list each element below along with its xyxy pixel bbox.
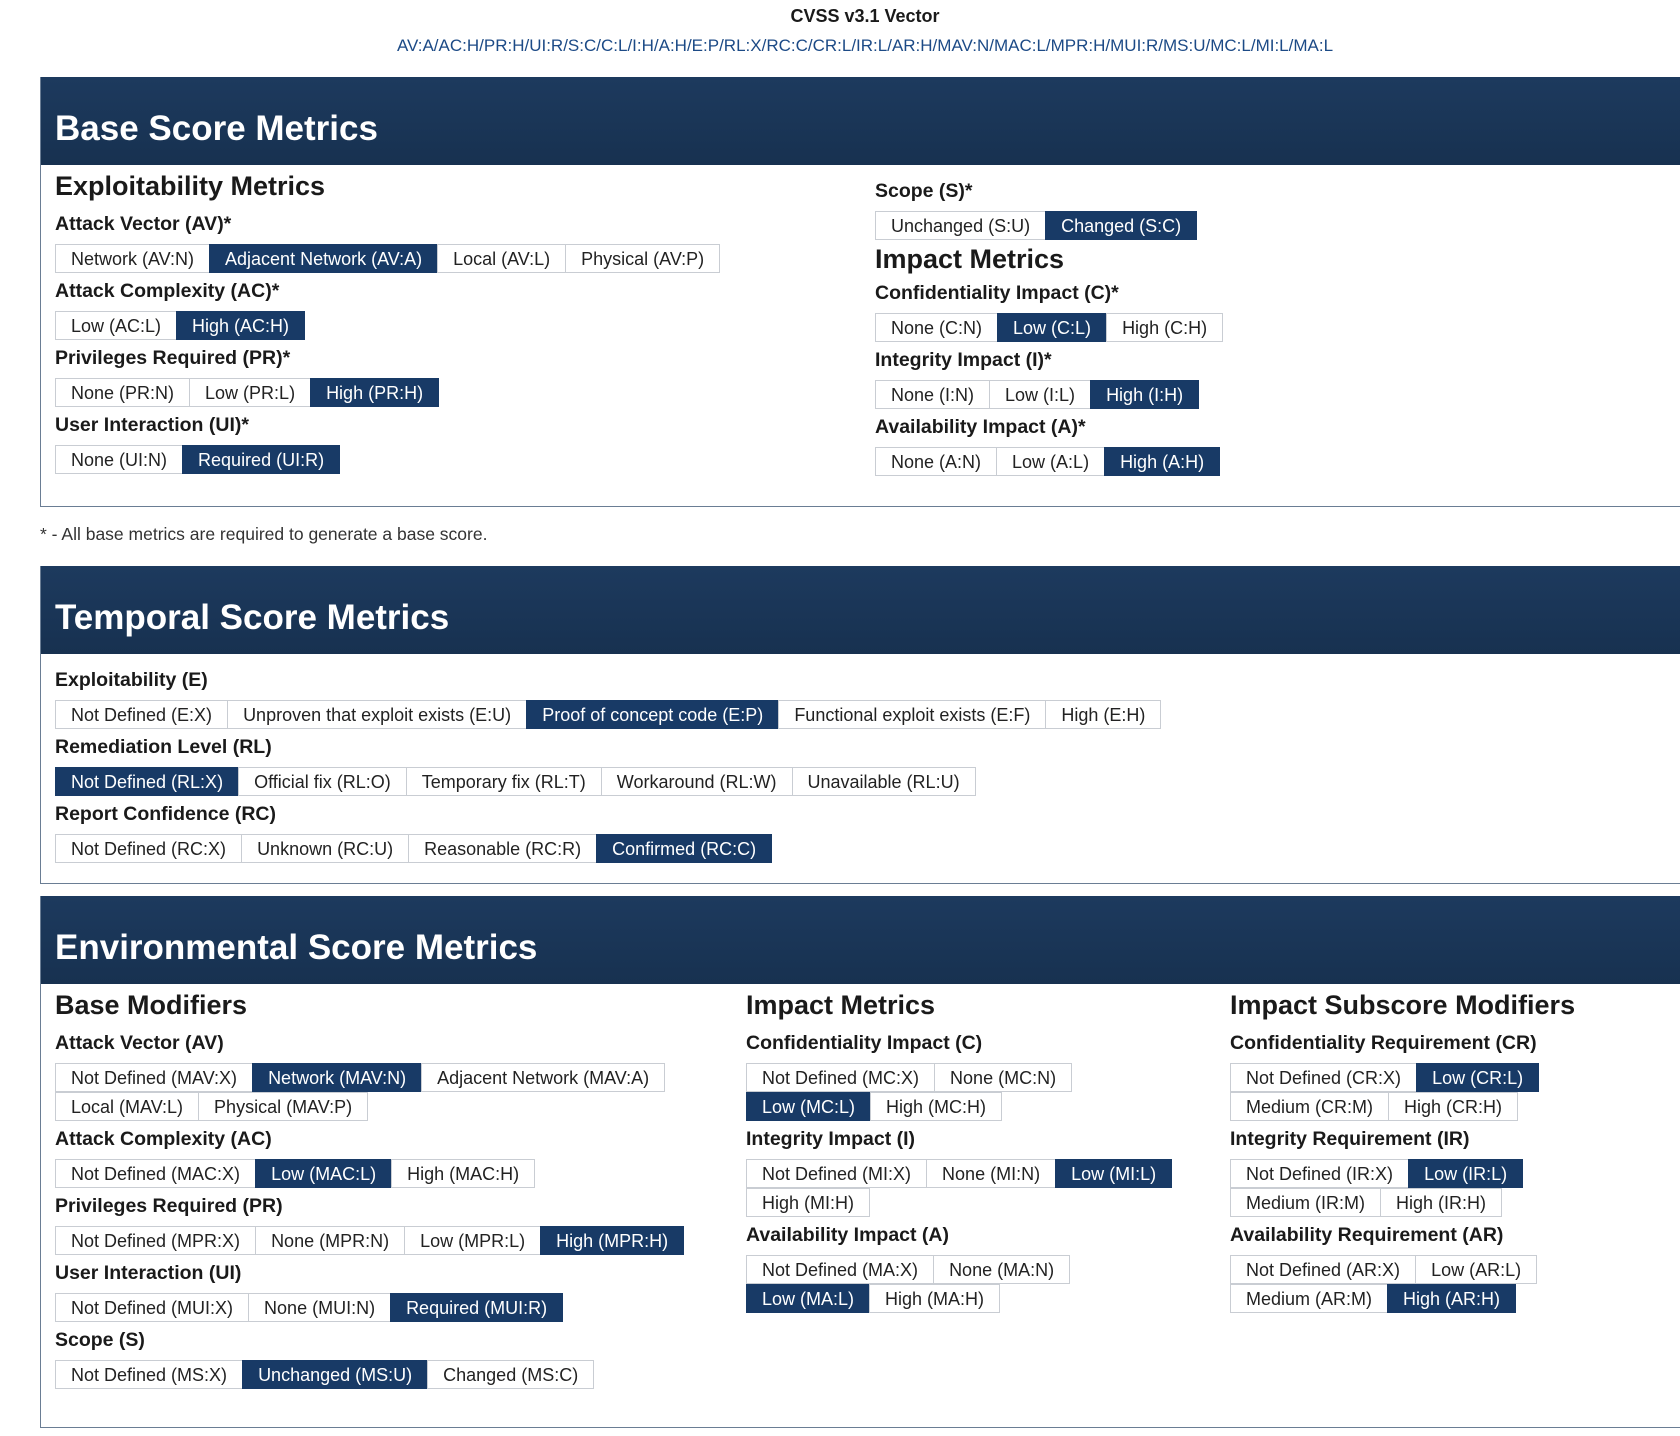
metric-label: Report Confidence (RC) xyxy=(55,803,276,825)
metric-ui xyxy=(55,411,719,474)
option-low-ma-l[interactable]: Low (MA:L) xyxy=(746,1284,870,1313)
option-group xyxy=(55,244,719,273)
option-physical-mav-p[interactable]: Physical (MAV:P) xyxy=(198,1092,368,1121)
option-unproven-that-exploit-exists-e-u[interactable]: Unproven that exploit exists (E:U) xyxy=(227,700,527,729)
option-row xyxy=(746,1255,1171,1284)
metric-rl xyxy=(55,733,1160,796)
option-none-ma-n[interactable]: None (MA:N) xyxy=(933,1255,1070,1284)
metric-label: Privileges Required (PR) xyxy=(55,1195,283,1217)
metric-label: Exploitability (E) xyxy=(55,669,208,691)
option-row xyxy=(1230,1159,1575,1188)
option-high-ar-h[interactable]: High (AR:H) xyxy=(1387,1284,1516,1313)
option-high-mpr-h[interactable]: High (MPR:H) xyxy=(540,1226,684,1255)
option-not-defined-mi-x[interactable]: Not Defined (MI:X) xyxy=(746,1159,927,1188)
option-not-defined-mac-x[interactable]: Not Defined (MAC:X) xyxy=(55,1159,256,1188)
option-not-defined-ma-x[interactable]: Not Defined (MA:X) xyxy=(746,1255,934,1284)
metric-cr xyxy=(1230,1029,1575,1121)
option-group xyxy=(55,445,719,474)
temporal-score-header: Temporal Score Metrics xyxy=(41,566,1680,654)
option-row xyxy=(746,1188,1171,1217)
env-impact-title: Impact Metrics xyxy=(746,990,936,1020)
option-row xyxy=(746,1063,1171,1092)
metric-ma xyxy=(746,1221,1171,1313)
option-low-mi-l[interactable]: Low (MI:L) xyxy=(1055,1159,1172,1188)
option-high-ir-h[interactable]: High (IR:H) xyxy=(1380,1188,1502,1217)
option-row xyxy=(55,1092,683,1121)
metric-mac xyxy=(55,1125,683,1188)
option-high-c-h[interactable]: High (C:H) xyxy=(1106,313,1223,342)
metric-ar xyxy=(1230,1221,1575,1313)
option-group xyxy=(55,700,1160,729)
vector-title: CVSS v3.1 Vector xyxy=(790,6,940,26)
option-low-c-l[interactable]: Low (C:L) xyxy=(997,313,1107,342)
metric-label: Confidentiality Requirement (CR) xyxy=(1230,1032,1537,1054)
option-low-a-l[interactable]: Low (A:L) xyxy=(996,447,1105,476)
option-group xyxy=(55,1226,683,1255)
option-row xyxy=(55,1063,683,1092)
option-group xyxy=(55,1063,683,1121)
option-high-cr-h[interactable]: High (CR:H) xyxy=(1388,1092,1518,1121)
metric-label: Integrity Requirement (IR) xyxy=(1230,1128,1470,1150)
option-functional-exploit-exists-e-f[interactable]: Functional exploit exists (E:F) xyxy=(778,700,1046,729)
temporal-column xyxy=(41,662,1160,867)
option-high-e-h[interactable]: High (E:H) xyxy=(1045,700,1161,729)
option-row xyxy=(55,1226,683,1255)
option-low-pr-l[interactable]: Low (PR:L) xyxy=(189,378,311,407)
environmental-score-section xyxy=(40,896,1680,1428)
scope-impact-column xyxy=(861,173,1222,480)
option-row xyxy=(746,1159,1171,1188)
exploitability-column xyxy=(41,165,719,478)
option-required-ui-r[interactable]: Required (UI:R) xyxy=(182,445,340,474)
option-group xyxy=(55,1360,683,1389)
metric-c xyxy=(875,279,1222,342)
metric-label: Confidentiality Impact (C) xyxy=(746,1032,983,1054)
option-row xyxy=(746,1284,1171,1313)
metric-label: Scope (S) xyxy=(55,1329,145,1351)
option-group xyxy=(55,767,1160,796)
metric-rc xyxy=(55,800,1160,863)
option-medium-ar-m[interactable]: Medium (AR:M) xyxy=(1230,1284,1388,1313)
option-none-a-n[interactable]: None (A:N) xyxy=(875,447,997,476)
option-group xyxy=(55,311,719,340)
option-none-pr-n[interactable]: None (PR:N) xyxy=(55,378,190,407)
option-row xyxy=(746,1092,1171,1121)
option-workaround-rl-w[interactable]: Workaround (RL:W) xyxy=(601,767,793,796)
option-not-defined-cr-x[interactable]: Not Defined (CR:X) xyxy=(1230,1063,1417,1092)
option-none-mpr-n[interactable]: None (MPR:N) xyxy=(255,1226,405,1255)
option-not-defined-ar-x[interactable]: Not Defined (AR:X) xyxy=(1230,1255,1416,1284)
option-group xyxy=(55,378,719,407)
option-not-defined-ms-x[interactable]: Not Defined (MS:X) xyxy=(55,1360,243,1389)
option-group xyxy=(875,211,1222,240)
metric-label: Attack Vector (AV)* xyxy=(55,213,232,235)
option-none-mc-n[interactable]: None (MC:N) xyxy=(934,1063,1072,1092)
option-low-mpr-l[interactable]: Low (MPR:L) xyxy=(404,1226,541,1255)
option-not-defined-mui-x[interactable]: Not Defined (MUI:X) xyxy=(55,1293,249,1322)
option-none-ui-n[interactable]: None (UI:N) xyxy=(55,445,183,474)
option-high-i-h[interactable]: High (I:H) xyxy=(1090,380,1199,409)
metric-label: Scope (S)* xyxy=(875,180,973,202)
option-row xyxy=(1230,1188,1575,1217)
base-required-note: * - All base metrics are required to generate a base score. xyxy=(40,524,488,544)
metric-mui xyxy=(55,1259,683,1322)
option-not-defined-mpr-x[interactable]: Not Defined (MPR:X) xyxy=(55,1226,256,1255)
metric-i xyxy=(875,346,1222,409)
metric-av xyxy=(55,210,719,273)
option-row xyxy=(55,1360,683,1389)
option-low-ac-l[interactable]: Low (AC:L) xyxy=(55,311,177,340)
env-impact-column xyxy=(732,984,1171,1317)
metric-ir xyxy=(1230,1125,1575,1217)
metric-label: Integrity Impact (I)* xyxy=(875,349,1052,371)
option-high-mac-h[interactable]: High (MAC:H) xyxy=(391,1159,535,1188)
option-medium-ir-m[interactable]: Medium (IR:M) xyxy=(1230,1188,1381,1217)
option-reasonable-rc-r[interactable]: Reasonable (RC:R) xyxy=(408,834,597,863)
metric-mi xyxy=(746,1125,1171,1217)
option-low-ar-l[interactable]: Low (AR:L) xyxy=(1415,1255,1537,1284)
vector-string[interactable]: AV:A/AC:H/PR:H/UI:R/S:C/C:L/I:H/A:H/E:P/RL:X/RC:C/CR:L/IR:L/AR:H/MAV:N/MAC:L/MPR:H/MUI:R/MS:U/MC:L/MI:L/MA:L xyxy=(396,36,1334,55)
option-low-cr-l[interactable]: Low (CR:L) xyxy=(1416,1063,1539,1092)
option-row xyxy=(1230,1092,1575,1121)
environmental-score-header: Environmental Score Metrics xyxy=(41,896,1680,984)
option-group xyxy=(746,1255,1171,1313)
base-modifiers-title: Base Modifiers xyxy=(55,990,248,1020)
option-row xyxy=(55,1293,683,1322)
option-not-defined-mc-x[interactable]: Not Defined (MC:X) xyxy=(746,1063,935,1092)
option-changed-s-c[interactable]: Changed (S:C) xyxy=(1045,211,1197,240)
option-proof-of-concept-code-e-p[interactable]: Proof of concept code (E:P) xyxy=(526,700,779,729)
option-not-defined-rl-x[interactable]: Not Defined (RL:X) xyxy=(55,767,239,796)
option-not-defined-rc-x[interactable]: Not Defined (RC:X) xyxy=(55,834,242,863)
option-not-defined-mav-x[interactable]: Not Defined (MAV:X) xyxy=(55,1063,253,1092)
option-low-mc-l[interactable]: Low (MC:L) xyxy=(746,1092,871,1121)
exploitability-title: Exploitability Metrics xyxy=(55,171,326,201)
option-high-mc-h[interactable]: High (MC:H) xyxy=(870,1092,1002,1121)
option-group xyxy=(55,834,1160,863)
metric-label: Attack Vector (AV) xyxy=(55,1032,224,1054)
option-unavailable-rl-u[interactable]: Unavailable (RL:U) xyxy=(792,767,976,796)
option-group xyxy=(746,1063,1171,1121)
option-adjacent-network-mav-a[interactable]: Adjacent Network (MAV:A) xyxy=(421,1063,665,1092)
option-group xyxy=(875,380,1222,409)
metric-mav xyxy=(55,1029,683,1121)
option-local-av-l[interactable]: Local (AV:L) xyxy=(437,244,566,273)
option-required-mui-r[interactable]: Required (MUI:R) xyxy=(390,1293,563,1322)
metric-ac xyxy=(55,277,719,340)
option-unchanged-ms-u[interactable]: Unchanged (MS:U) xyxy=(242,1360,428,1389)
subscore-title: Impact Subscore Modifiers xyxy=(1230,990,1576,1020)
option-row xyxy=(1230,1255,1575,1284)
option-network-mav-n[interactable]: Network (MAV:N) xyxy=(252,1063,422,1092)
option-row xyxy=(1230,1284,1575,1313)
option-group xyxy=(875,447,1222,476)
option-network-av-n[interactable]: Network (AV:N) xyxy=(55,244,210,273)
option-row xyxy=(1230,1063,1575,1092)
option-unknown-rc-u[interactable]: Unknown (RC:U) xyxy=(241,834,409,863)
subscore-column xyxy=(1216,984,1575,1317)
metric-label: Attack Complexity (AC) xyxy=(55,1128,272,1150)
option-none-mi-n[interactable]: None (MI:N) xyxy=(926,1159,1056,1188)
metric-label: Confidentiality Impact (C)* xyxy=(875,282,1119,304)
option-low-mac-l[interactable]: Low (MAC:L) xyxy=(255,1159,392,1188)
metric-mc xyxy=(746,1029,1171,1121)
metric-label: Integrity Impact (I) xyxy=(746,1128,916,1150)
option-group xyxy=(1230,1159,1575,1217)
option-low-ir-l[interactable]: Low (IR:L) xyxy=(1408,1159,1523,1188)
base-modifiers-column xyxy=(41,984,683,1393)
option-none-i-n[interactable]: None (I:N) xyxy=(875,380,990,409)
metric-s xyxy=(875,177,1222,240)
metric-label: Attack Complexity (AC)* xyxy=(55,280,280,302)
option-group xyxy=(875,313,1222,342)
metric-label: Availability Impact (A)* xyxy=(875,416,1086,438)
option-high-a-h[interactable]: High (A:H) xyxy=(1104,447,1220,476)
impact-title: Impact Metrics xyxy=(875,244,1065,274)
base-score-header: Base Score Metrics xyxy=(41,77,1680,165)
metric-label: Privileges Required (PR)* xyxy=(55,347,291,369)
metric-mpr xyxy=(55,1192,683,1255)
metric-label: User Interaction (UI)* xyxy=(55,414,249,436)
metric-pr xyxy=(55,344,719,407)
base-score-section xyxy=(40,77,1680,507)
temporal-score-section xyxy=(40,566,1680,884)
option-local-mav-l[interactable]: Local (MAV:L) xyxy=(55,1092,199,1121)
metric-ms xyxy=(55,1326,683,1389)
option-group xyxy=(1230,1255,1575,1313)
option-high-mi-h[interactable]: High (MI:H) xyxy=(746,1188,870,1217)
option-low-i-l[interactable]: Low (I:L) xyxy=(989,380,1091,409)
metric-a xyxy=(875,413,1222,476)
option-confirmed-rc-c[interactable]: Confirmed (RC:C) xyxy=(596,834,772,863)
option-not-defined-ir-x[interactable]: Not Defined (IR:X) xyxy=(1230,1159,1409,1188)
option-adjacent-network-av-a[interactable]: Adjacent Network (AV:A) xyxy=(209,244,438,273)
metric-label: Availability Requirement (AR) xyxy=(1230,1224,1504,1246)
option-high-ac-h[interactable]: High (AC:H) xyxy=(176,311,305,340)
option-none-c-n[interactable]: None (C:N) xyxy=(875,313,998,342)
option-high-ma-h[interactable]: High (MA:H) xyxy=(869,1284,1000,1313)
option-unchanged-s-u[interactable]: Unchanged (S:U) xyxy=(875,211,1046,240)
option-changed-ms-c[interactable]: Changed (MS:C) xyxy=(427,1360,594,1389)
metric-e xyxy=(55,666,1160,729)
metric-label: Remediation Level (RL) xyxy=(55,736,272,758)
option-temporary-fix-rl-t[interactable]: Temporary fix (RL:T) xyxy=(406,767,602,796)
option-official-fix-rl-o[interactable]: Official fix (RL:O) xyxy=(238,767,407,796)
metric-label: User Interaction (UI) xyxy=(55,1262,242,1284)
option-group xyxy=(1230,1063,1575,1121)
option-none-mui-n[interactable]: None (MUI:N) xyxy=(248,1293,391,1322)
option-high-pr-h[interactable]: High (PR:H) xyxy=(310,378,439,407)
option-row xyxy=(55,1159,683,1188)
option-physical-av-p[interactable]: Physical (AV:P) xyxy=(565,244,720,273)
option-group xyxy=(746,1159,1171,1217)
option-medium-cr-m[interactable]: Medium (CR:M) xyxy=(1230,1092,1389,1121)
option-not-defined-e-x[interactable]: Not Defined (E:X) xyxy=(55,700,228,729)
option-group xyxy=(55,1293,683,1322)
metric-label: Availability Impact (A) xyxy=(746,1224,949,1246)
option-group xyxy=(55,1159,683,1188)
